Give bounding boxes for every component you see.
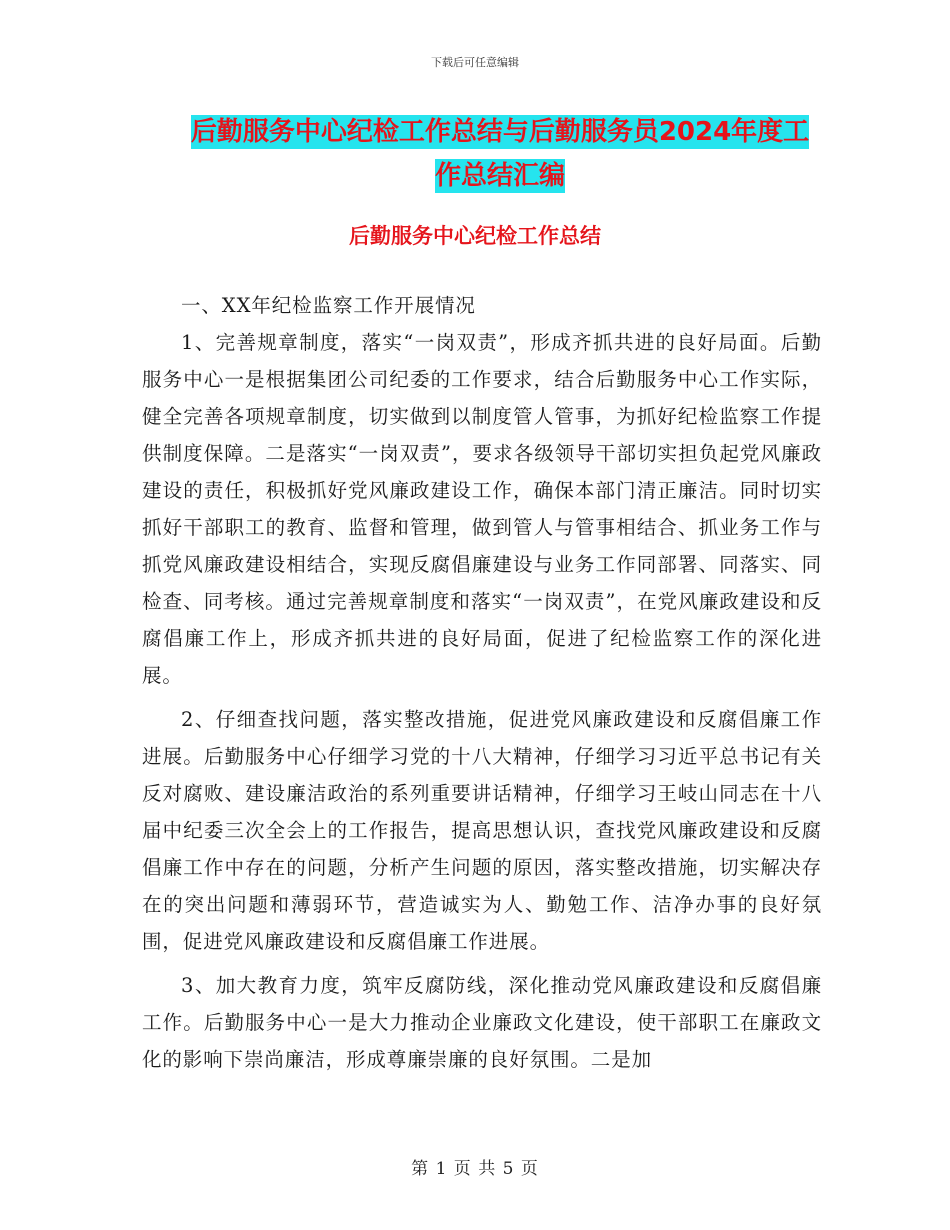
page-number-footer: 第 1 页 共 5 页 — [411, 1159, 539, 1179]
paragraph-item-2: 2、仔细查找问题，落实整改措施，促进党风廉政建设和反腐倡廉工作进展。后勤服务中心仔细学习党的十八大精神，仔细学习习近平总书记有关反对腐败、建设廉洁政治的系列重要讲话精神，仔细学习王岐山同志在十八届中纪委三次全会上的工作报告，提高思想认识，查找党风廉政建设和反腐倡廉工作中存在的问题，分析产生问题的原因，落实整改措施，切实解决存在的突出问题和薄弱环节，营造诚实为人、勤勉工作、洁净办事的良好氛围，促进党风廉政建设和反腐倡廉工作进展。 — [142, 708, 822, 953]
section-title: 后勤服务中心纪检工作总结 — [349, 224, 601, 248]
document-body — [142, 287, 822, 1078]
paragraph-item-3: 3、加大教育力度，筑牢反腐防线，深化推动党风廉政建设和反腐倡廉工作。后勤服务中心一是大力推动企业廉政文化建设，使干部职工在廉政文化的影响下崇尚廉洁，形成尊廉崇廉的良好氛围。二是加 — [142, 974, 822, 1071]
paragraph-heading: 一、XX年纪检监察工作开展情况 — [181, 294, 476, 317]
paragraph-item-1: 1、完善规章制度，落实“一岗双责”，形成齐抓共进的良好局面。后勤服务中心一是根据集团公司纪委的工作要求，结合后勤服务中心工作实际，健全完善各项规章制度，切实做到以制度管人管事，为抓好纪检监察工作提供制度保障。二是落实“一岗双责”，要求各级领导干部切实担负起党风廉政建设的责任，积极抓好党风廉政建设工作，确保本部门清正廉洁。同时切实抓好干部职工的教育、监督和管理，做到管人与管事相结合、抓业务工作与抓党风廉政建设相结合，实现反腐倡廉建设与业务工作同部署、同落实、同检查、同考核。通过完善规章制度和落实“一岗双责”，在党风廉政建设和反腐倡廉工作上，形成齐抓共进的良好局面，促进了纪检监察工作的深化进展。 — [142, 331, 822, 687]
document-title — [140, 110, 860, 198]
document-title-line-1: 后勤服务中心纪检工作总结与后勤服务员2024年度工 — [190, 117, 810, 147]
page-header-note: 下载后可任意编辑 — [431, 56, 519, 69]
document-title-line-2: 作总结汇编 — [434, 161, 565, 191]
